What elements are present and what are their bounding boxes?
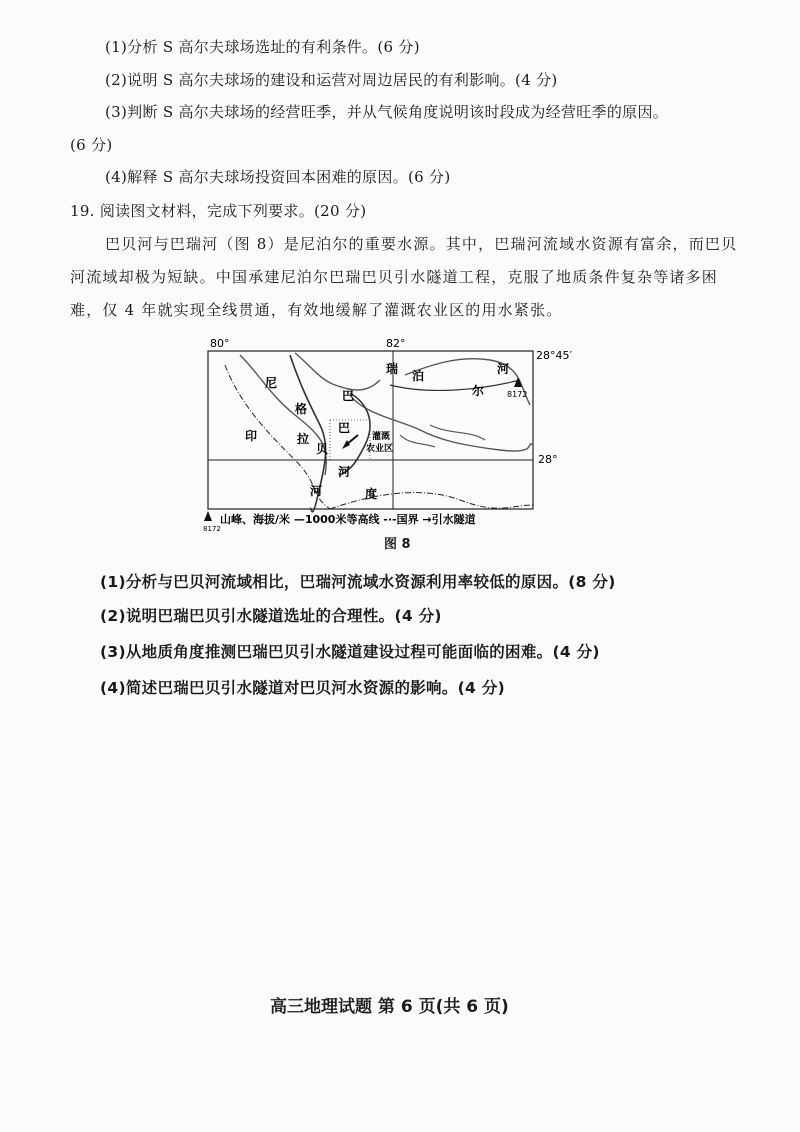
place-label: 巴 — [342, 389, 355, 403]
place-label: 河 — [310, 484, 323, 498]
q19-material-line-3: 难，仅 4 年就实现全线贯通，有效地缓解了灌溉农业区的用水紧张。 — [70, 301, 563, 319]
place-label: 贝 — [316, 442, 329, 456]
q18-part-3-score: (6 分) — [70, 136, 113, 154]
contour-line — [240, 355, 329, 475]
place-label: 度 — [365, 487, 378, 501]
contour-line — [400, 435, 435, 447]
place-label: 泊 — [412, 369, 425, 383]
place-label: 尔 — [472, 384, 485, 398]
farm-label: 灌溉 — [372, 432, 391, 442]
lon-right-label: 82° — [386, 337, 406, 350]
map-figure — [200, 335, 580, 535]
legend-peak-icon — [204, 511, 212, 521]
q19-question-2: (2)说明巴瑞巴贝引水隧道选址的合理性。(4 分) — [100, 607, 442, 625]
place-label: 尼 — [265, 376, 278, 390]
place-label: 格 — [295, 402, 308, 416]
q18-part-3: (3)判断 S 高尔夫球场的经营旺季，并从气候角度说明该时段成为经营旺季的原因。 — [105, 103, 669, 121]
legend-peak-height: 8172 — [203, 525, 221, 533]
q18-part-2: (2)说明 S 高尔夫球场的建设和运营对周边居民的有利影响。(4 分) — [105, 71, 558, 89]
river-branch — [390, 380, 520, 390]
place-label: 拉 — [297, 432, 310, 446]
peak-height-label: 8172 — [507, 390, 528, 399]
q19-question-1: (1)分析与巴贝河流域相比，巴瑞河流域水资源利用率较低的原因。(8 分) — [100, 573, 616, 591]
q19-material-line-1: 巴贝河与巴瑞河（图 8）是尼泊尔的重要水源。其中，巴瑞河流域水资源有富余，而巴贝 — [105, 235, 738, 253]
q18-part-1: (1)分析 S 高尔夫球场选址的有利条件。(6 分) — [105, 38, 420, 56]
place-label: 巴 — [338, 421, 351, 435]
q19-question-4: (4)简述巴瑞巴贝引水隧道对巴贝河水资源的影响。(4 分) — [100, 679, 506, 697]
figure-caption: 图 8 — [384, 537, 411, 552]
tunnel-arrowhead — [342, 440, 350, 449]
legend-text: 山峰、海拔/米 —1000米等高线 -·-国界 →引水隧道 — [220, 513, 476, 526]
farm-label: 农业区 — [366, 444, 394, 454]
place-label: 河 — [338, 465, 351, 479]
border-line — [330, 493, 533, 509]
lat-top-label: 28°45′ — [536, 349, 572, 362]
contour-line — [295, 353, 380, 390]
contour-line — [350, 395, 533, 451]
q19-question-3: (3)从地质角度推测巴瑞巴贝引水隧道建设过程可能面临的困难。(4 分) — [100, 643, 600, 661]
place-label: 瑞 — [386, 362, 399, 376]
lat-mid-label: 28° — [538, 453, 558, 466]
page-footer: 高三地理试题 第 6 页(共 6 页) — [270, 997, 509, 1017]
place-label: 河 — [497, 362, 510, 376]
lon-left-label: 80° — [210, 337, 230, 350]
q19-material-line-2: 河流域却极为短缺。中国承建尼泊尔巴瑞巴贝引水隧道工程，克服了地质条件复杂等诸多困 — [70, 268, 719, 286]
place-label: 印 — [245, 429, 258, 443]
q19-heading: 19. 阅读图文材料，完成下列要求。(20 分) — [70, 202, 367, 220]
q18-part-4: (4)解释 S 高尔夫球场投资回本困难的原因。(6 分) — [105, 168, 451, 186]
